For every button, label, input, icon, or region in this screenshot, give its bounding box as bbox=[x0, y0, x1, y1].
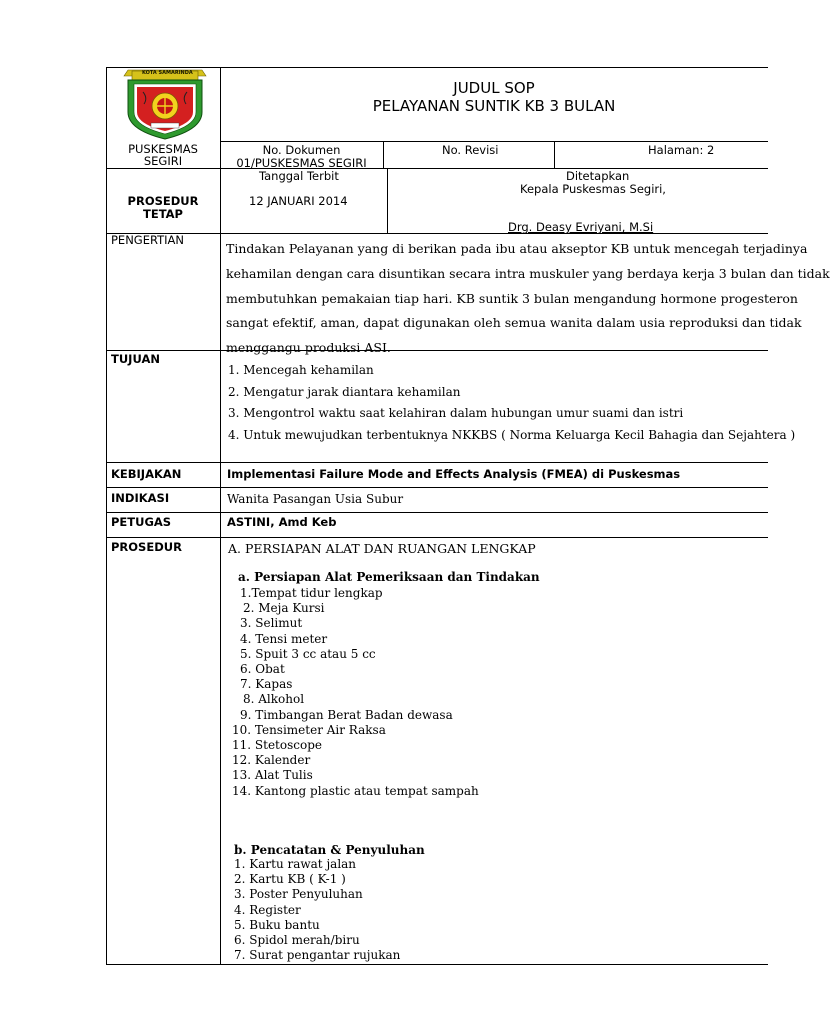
pencatatan-item: 5. Buku bantu bbox=[234, 917, 320, 932]
pencatatan-item: 6. Spidol merah/biru bbox=[234, 933, 360, 948]
alat-item: 7. Kapas bbox=[240, 677, 293, 692]
indikasi-value: Wanita Pasangan Usia Subur bbox=[227, 492, 404, 506]
pengertian-line: Tindakan Pelayanan yang di berikan pada ibu atau akseptor KB untuk mencegah terjadinya bbox=[226, 241, 808, 256]
prosedur-sub-a: a. Persiapan Alat Pemeriksaan dan Tindakan bbox=[238, 570, 540, 584]
pencatatan-item: 3. Poster Penyuluhan bbox=[234, 887, 363, 902]
sop-title-line1: JUDUL SOP bbox=[453, 79, 535, 97]
pencatatan-item: 1. Kartu rawat jalan bbox=[234, 857, 357, 871]
pengertian-text bbox=[226, 237, 830, 361]
prosedur-heading: A. PERSIAPAN ALAT DAN RUANGAN LENGKAP bbox=[228, 541, 536, 556]
kepala-label: Kepala Puskesmas Segiri, bbox=[520, 182, 666, 196]
alat-item: 6. Obat bbox=[240, 662, 285, 677]
col-line-halaman bbox=[554, 141, 555, 168]
alat-item: 1.Tempat tidur lengkap bbox=[240, 586, 383, 600]
alat-item: 9. Timbangan Berat Badan dewasa bbox=[240, 707, 453, 722]
pengertian-line: kehamilan dengan cara disuntikan secara intra muskuler yang berdaya kerja 3 bulan dan tidak bbox=[226, 265, 830, 281]
alat-item: 3. Selimut bbox=[240, 616, 303, 631]
dokumen-value: 01/PUSKESMAS SEGIRI bbox=[236, 156, 367, 170]
table-divider-main bbox=[220, 67, 221, 964]
dokumen-label: No. Dokumen bbox=[262, 143, 341, 157]
section-title bbox=[106, 195, 220, 221]
alat-item: 14. Kantong plastic atau tempat sampah bbox=[232, 783, 479, 798]
col-line-revisi bbox=[383, 141, 384, 168]
prosedur-label: PROSEDUR bbox=[111, 540, 182, 554]
prosedur-list-a bbox=[232, 586, 479, 799]
row-line-issuance bbox=[106, 168, 768, 169]
org-name bbox=[106, 143, 220, 167]
petugas-label: PETUGAS bbox=[111, 515, 172, 529]
tujuan-item: 3. Mengontrol waktu saat kelahiran dalam hubungan umur suami dan istri bbox=[228, 406, 684, 420]
prosedur-list-b bbox=[234, 857, 400, 963]
org-line2: SEGIRI bbox=[143, 154, 183, 168]
alat-item: 13. Alat Tulis bbox=[232, 768, 313, 783]
halaman-label: Halaman: 2 bbox=[648, 143, 715, 157]
prosedur-sub-b: b. Pencatatan & Penyuluhan bbox=[234, 843, 425, 857]
pengertian-line: membutuhkan pemakaian tiap hari. KB suntik 3 bulan mengandung hormone progesteron bbox=[226, 290, 798, 306]
pencatatan-item: 7. Surat pengantar rujukan bbox=[234, 948, 401, 963]
ditetapkan-label: Ditetapkan bbox=[566, 169, 630, 183]
row-line-prosedur bbox=[106, 537, 768, 538]
org-line1: PUSKESMAS bbox=[128, 142, 198, 156]
row-line-docinfo bbox=[220, 141, 768, 142]
alat-item: 4. Tensi meter bbox=[240, 631, 328, 646]
tujuan-list bbox=[228, 360, 795, 446]
tujuan-item: 1. Mencegah kehamilan bbox=[228, 363, 374, 377]
city-emblem-logo bbox=[118, 68, 212, 140]
sop-title-line2: PELAYANAN SUNTIK KB 3 BULAN bbox=[372, 97, 616, 115]
tujuan-item: 2. Mengatur jarak diantara kehamilan bbox=[228, 384, 461, 399]
alat-item: 11. Stetoscope bbox=[232, 738, 322, 753]
petugas-value: ASTINI, Amd Keb bbox=[227, 515, 337, 529]
signer-name: Drg. Deasy Evriyani, M.Si bbox=[508, 220, 654, 234]
pengertian-label: PENGERTIAN bbox=[111, 233, 185, 247]
col-line-ditetapkan bbox=[387, 168, 388, 233]
alat-item: 2. Meja Kursi bbox=[243, 601, 325, 616]
row-line-pengertian bbox=[106, 233, 768, 234]
section-title-line2: TETAP bbox=[143, 207, 183, 221]
tanggal-terbit-label: Tanggal Terbit bbox=[259, 169, 339, 183]
logo-banner-text: KOTA SAMARINDA bbox=[142, 70, 193, 76]
pencatatan-item: 2. Kartu KB ( K-1 ) bbox=[234, 872, 346, 887]
alat-item: 8. Alkohol bbox=[243, 692, 305, 707]
tanggal-terbit-value: 12 JANUARI 2014 bbox=[249, 194, 348, 208]
row-line-indikasi bbox=[106, 487, 768, 488]
pencatatan-item: 4. Register bbox=[234, 902, 301, 917]
kebijakan-label: KEBIJAKAN bbox=[111, 467, 182, 481]
alat-item: 12. Kalender bbox=[232, 753, 311, 768]
kebijakan-value: Implementasi Failure Mode and Effects Analysis (FMEA) di Puskesmas bbox=[227, 467, 681, 481]
alat-item: 5. Spuit 3 cc atau 5 cc bbox=[240, 646, 376, 661]
section-title-line1: PROSEDUR bbox=[127, 194, 199, 208]
pengertian-line: menggangu produksi ASI. bbox=[226, 340, 391, 356]
tujuan-label: TUJUAN bbox=[111, 352, 160, 366]
table-border-bottom bbox=[106, 964, 768, 965]
revisi-label: No. Revisi bbox=[442, 143, 499, 157]
alat-item: 10. Tensimeter Air Raksa bbox=[232, 722, 386, 737]
pengertian-line: sangat efektif, aman, dapat digunakan oleh semua wanita dalam usia reproduksi dan tidak bbox=[226, 315, 802, 331]
row-line-petugas bbox=[106, 512, 768, 513]
tujuan-item: 4. Untuk mewujudkan terbentuknya NKKBS ( Norma Keluarga Kecil Bahagia dan Sejahtera ) bbox=[228, 427, 796, 442]
indikasi-label: INDIKASI bbox=[111, 491, 170, 505]
row-line-kebijakan bbox=[106, 462, 768, 463]
